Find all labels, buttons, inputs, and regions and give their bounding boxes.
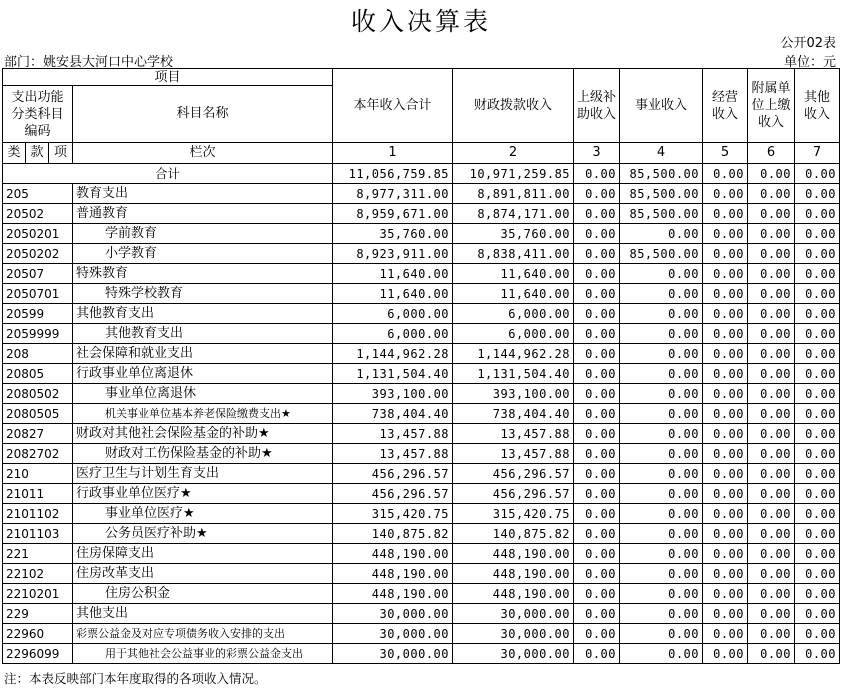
total-value: 0.00 (574, 164, 620, 184)
row-code: 2050202 (3, 244, 73, 264)
row-value: 30,000.00 (453, 624, 574, 644)
total-value: 0.00 (795, 164, 840, 184)
row-code: 208 (3, 344, 73, 364)
row-value: 0.00 (795, 584, 840, 604)
row-value: 0.00 (703, 384, 748, 404)
row-subject-name: 普通教育 (73, 204, 333, 224)
table-row (3, 464, 840, 484)
row-subject-name: 教育支出 (73, 184, 333, 204)
row-value: 0.00 (795, 564, 840, 584)
row-value: 8,923,911.00 (333, 244, 453, 264)
row-value: 0.00 (748, 244, 795, 264)
row-subject-name: 财政对工伤保险基金的补助★ (73, 444, 333, 464)
row-value: 0.00 (748, 384, 795, 404)
header-col-total: 本年收入合计 (333, 69, 453, 143)
table-row (3, 424, 840, 444)
row-code: 221 (3, 544, 73, 564)
row-code: 21011 (3, 484, 73, 504)
row-value: 0.00 (574, 204, 620, 224)
row-code: 20507 (3, 264, 73, 284)
row-value: 393,100.00 (453, 384, 574, 404)
row-value: 448,190.00 (453, 544, 574, 564)
table-row (3, 484, 840, 504)
row-value: 11,640.00 (453, 284, 574, 304)
table-row (3, 444, 840, 464)
row-value: 0.00 (620, 444, 703, 464)
row-value: 0.00 (748, 304, 795, 324)
row-value: 0.00 (574, 504, 620, 524)
row-value: 8,959,671.00 (333, 204, 453, 224)
row-value: 0.00 (574, 264, 620, 284)
row-value: 35,760.00 (333, 224, 453, 244)
row-value: 0.00 (574, 444, 620, 464)
row-value: 11,640.00 (333, 264, 453, 284)
row-value: 448,190.00 (333, 544, 453, 564)
table-row (3, 524, 840, 544)
table-row (3, 364, 840, 384)
row-subject-name: 公务员医疗补助★ (73, 524, 333, 544)
row-value: 140,875.82 (453, 524, 574, 544)
row-code: 2296099 (3, 644, 73, 664)
row-value: 0.00 (748, 544, 795, 564)
row-value: 30,000.00 (453, 644, 574, 664)
row-value: 0.00 (620, 264, 703, 284)
row-value: 6,000.00 (453, 324, 574, 344)
row-value: 738,404.40 (453, 404, 574, 424)
department-label: 部门：姚安县大河口中心学校 (4, 55, 174, 70)
row-value: 8,874,171.00 (453, 204, 574, 224)
table-row (3, 244, 840, 264)
row-value: 448,190.00 (333, 564, 453, 584)
row-value: 0.00 (620, 364, 703, 384)
row-value: 1,131,504.40 (333, 364, 453, 384)
col-num: 3 (574, 143, 620, 164)
row-value: 13,457.88 (333, 444, 453, 464)
row-value: 0.00 (574, 564, 620, 584)
header-col-affiliated: 附属单位上缴收入 (748, 69, 795, 143)
row-value: 6,000.00 (453, 304, 574, 324)
row-value: 0.00 (703, 264, 748, 284)
table-row (3, 544, 840, 564)
row-value: 6,000.00 (333, 324, 453, 344)
row-subject-name: 其他教育支出 (73, 324, 333, 344)
row-value: 448,190.00 (453, 564, 574, 584)
row-value: 0.00 (795, 524, 840, 544)
row-subject-name: 财政对其他社会保险基金的补助★ (73, 424, 333, 444)
row-code: 2050701 (3, 284, 73, 304)
row-value: 0.00 (574, 464, 620, 484)
row-value: 0.00 (620, 404, 703, 424)
row-value: 0.00 (620, 304, 703, 324)
row-value: 0.00 (795, 364, 840, 384)
total-label: 合计 (3, 164, 333, 184)
row-value: 0.00 (574, 244, 620, 264)
table-row (3, 324, 840, 344)
header-kuan: 款 (26, 143, 49, 164)
total-value: 85,500.00 (620, 164, 703, 184)
table-row (3, 604, 840, 624)
row-code: 20805 (3, 364, 73, 384)
header-func-class: 支出功能分类科目编码 (3, 86, 73, 143)
table-row (3, 284, 840, 304)
row-value: 0.00 (574, 184, 620, 204)
row-value: 0.00 (795, 624, 840, 644)
row-value: 0.00 (795, 404, 840, 424)
table-row (3, 404, 840, 424)
row-code: 22102 (3, 564, 73, 584)
row-value: 0.00 (748, 444, 795, 464)
row-value: 0.00 (574, 624, 620, 644)
table-row (3, 344, 840, 364)
row-subject-name: 社会保障和就业支出 (73, 344, 333, 364)
col-num: 4 (620, 143, 703, 164)
col-num: 7 (795, 143, 840, 164)
table-row (3, 204, 840, 224)
header-xiangmu: 项目 (3, 69, 333, 86)
row-value: 13,457.88 (333, 424, 453, 444)
total-value: 0.00 (703, 164, 748, 184)
row-value: 456,296.57 (453, 484, 574, 504)
table-row (3, 504, 840, 524)
row-subject-name: 事业单位医疗★ (73, 504, 333, 524)
row-code: 2082702 (3, 444, 73, 464)
row-value: 0.00 (748, 484, 795, 504)
row-value: 0.00 (748, 504, 795, 524)
total-value: 11,056,759.85 (333, 164, 453, 184)
row-value: 0.00 (795, 444, 840, 464)
col-num: 6 (748, 143, 795, 164)
row-value: 0.00 (620, 624, 703, 644)
row-value: 0.00 (620, 564, 703, 584)
table-row (3, 644, 840, 664)
row-value: 0.00 (703, 284, 748, 304)
row-value: 456,296.57 (453, 464, 574, 484)
row-value: 0.00 (748, 264, 795, 284)
header-col-other: 其他收入 (795, 69, 840, 143)
total-value: 0.00 (748, 164, 795, 184)
row-value: 11,640.00 (333, 284, 453, 304)
row-value: 0.00 (620, 504, 703, 524)
col-num: 5 (703, 143, 748, 164)
row-value: 0.00 (620, 324, 703, 344)
row-code: 229 (3, 604, 73, 624)
row-value: 0.00 (795, 264, 840, 284)
row-value: 0.00 (574, 344, 620, 364)
row-value: 1,131,504.40 (453, 364, 574, 384)
row-value: 0.00 (620, 284, 703, 304)
table-row (3, 384, 840, 404)
row-value: 0.00 (748, 344, 795, 364)
row-value: 0.00 (748, 364, 795, 384)
row-value: 0.00 (795, 184, 840, 204)
row-value: 0.00 (703, 564, 748, 584)
row-value: 0.00 (748, 184, 795, 204)
row-code: 20827 (3, 424, 73, 444)
row-value: 0.00 (795, 344, 840, 364)
row-value: 0.00 (795, 284, 840, 304)
row-subject-name: 特殊教育 (73, 264, 333, 284)
row-value: 0.00 (748, 644, 795, 664)
header-lei: 类 (3, 143, 26, 164)
row-code: 22960 (3, 624, 73, 644)
row-value: 0.00 (620, 544, 703, 564)
total-row (3, 164, 840, 184)
row-value: 8,838,411.00 (453, 244, 574, 264)
row-subject-name: 特殊学校教育 (73, 284, 333, 304)
row-code: 2101103 (3, 524, 73, 544)
row-value: 0.00 (795, 244, 840, 264)
row-value: 0.00 (620, 464, 703, 484)
row-code: 2050201 (3, 224, 73, 244)
row-value: 393,100.00 (333, 384, 453, 404)
row-value: 315,420.75 (333, 504, 453, 524)
row-value: 0.00 (795, 484, 840, 504)
row-subject-name: 小学教育 (73, 244, 333, 264)
row-value: 0.00 (703, 624, 748, 644)
row-value: 315,420.75 (453, 504, 574, 524)
footnote: 注：本表反映部门本年度取得的各项收入情况。 (4, 671, 267, 686)
row-value: 0.00 (795, 204, 840, 224)
row-value: 0.00 (620, 384, 703, 404)
row-value: 30,000.00 (333, 604, 453, 624)
unit-label: 单位：元 (783, 55, 836, 70)
row-value: 0.00 (703, 484, 748, 504)
row-value: 8,977,311.00 (333, 184, 453, 204)
header-col-upper: 上级补助收入 (574, 69, 620, 143)
row-value: 0.00 (574, 524, 620, 544)
row-value: 0.00 (703, 604, 748, 624)
col-num: 2 (453, 143, 574, 164)
row-value: 6,000.00 (333, 304, 453, 324)
row-subject-name: 住房保障支出 (73, 544, 333, 564)
row-value: 0.00 (795, 504, 840, 524)
row-subject-name: 住房公积金 (73, 584, 333, 604)
row-value: 0.00 (748, 204, 795, 224)
header-xiang: 项 (49, 143, 73, 164)
row-subject-name: 机关事业单位基本养老保险缴费支出★ (73, 404, 333, 424)
row-value: 0.00 (703, 464, 748, 484)
row-value: 0.00 (620, 584, 703, 604)
row-value: 0.00 (748, 524, 795, 544)
row-value: 0.00 (574, 424, 620, 444)
row-value: 0.00 (574, 604, 620, 624)
header-col-operating: 经营收入 (703, 69, 748, 143)
row-value: 0.00 (703, 364, 748, 384)
row-code: 210 (3, 464, 73, 484)
row-value: 448,190.00 (333, 584, 453, 604)
header-lanci: 栏次 (73, 143, 333, 164)
total-value: 10,971,259.85 (453, 164, 574, 184)
row-value: 0.00 (574, 324, 620, 344)
row-value: 0.00 (574, 484, 620, 504)
row-value: 0.00 (748, 604, 795, 624)
row-subject-name: 学前教育 (73, 224, 333, 244)
row-code: 20502 (3, 204, 73, 224)
table-row (3, 624, 840, 644)
row-value: 0.00 (620, 644, 703, 664)
row-subject-name: 医疗卫生与计划生育支出 (73, 464, 333, 484)
row-value: 0.00 (748, 324, 795, 344)
table-row (3, 264, 840, 284)
row-subject-name: 彩票公益金及对应专项债务收入安排的支出 (73, 624, 333, 644)
row-value: 0.00 (574, 284, 620, 304)
row-value: 0.00 (795, 544, 840, 564)
row-value: 0.00 (748, 584, 795, 604)
row-subject-name: 行政事业单位医疗★ (73, 484, 333, 504)
row-value: 85,500.00 (620, 244, 703, 264)
row-code: 2080502 (3, 384, 73, 404)
row-value: 0.00 (574, 404, 620, 424)
row-subject-name: 用于其他社会公益事业的彩票公益金支出 (73, 644, 333, 664)
row-code: 2080505 (3, 404, 73, 424)
row-value: 456,296.57 (333, 464, 453, 484)
row-value: 0.00 (574, 644, 620, 664)
row-value: 0.00 (620, 344, 703, 364)
table-row (3, 224, 840, 244)
row-value: 0.00 (795, 304, 840, 324)
row-value: 0.00 (574, 584, 620, 604)
row-code: 2210201 (3, 584, 73, 604)
row-value: 0.00 (574, 544, 620, 564)
row-code: 205 (3, 184, 73, 204)
row-value: 0.00 (703, 404, 748, 424)
row-value: 0.00 (574, 304, 620, 324)
row-value: 0.00 (620, 604, 703, 624)
row-value: 0.00 (703, 424, 748, 444)
row-value: 0.00 (703, 184, 748, 204)
row-value: 0.00 (574, 384, 620, 404)
row-value: 0.00 (795, 644, 840, 664)
row-value: 0.00 (795, 224, 840, 244)
row-value: 0.00 (748, 424, 795, 444)
row-value: 0.00 (703, 324, 748, 344)
col-num: 1 (333, 143, 453, 164)
row-value: 30,000.00 (453, 604, 574, 624)
row-value: 0.00 (703, 224, 748, 244)
row-value: 0.00 (748, 404, 795, 424)
header-col-business: 事业收入 (620, 69, 703, 143)
row-value: 0.00 (795, 424, 840, 444)
row-value: 0.00 (795, 384, 840, 404)
row-value: 0.00 (574, 224, 620, 244)
page-title: 收入决算表 (350, 7, 491, 36)
row-value: 85,500.00 (620, 204, 703, 224)
row-value: 0.00 (748, 624, 795, 644)
row-value: 13,457.88 (453, 424, 574, 444)
row-value: 456,296.57 (333, 484, 453, 504)
row-value: 1,144,962.28 (453, 344, 574, 364)
row-code: 20599 (3, 304, 73, 324)
row-value: 0.00 (703, 644, 748, 664)
row-value: 0.00 (748, 224, 795, 244)
row-subject-name: 其他支出 (73, 604, 333, 624)
row-value: 1,144,962.28 (333, 344, 453, 364)
header-col-fiscal: 财政拨款收入 (453, 69, 574, 143)
row-value: 0.00 (620, 524, 703, 544)
row-value: 0.00 (795, 464, 840, 484)
row-subject-name: 其他教育支出 (73, 304, 333, 324)
table-row (3, 564, 840, 584)
row-value: 30,000.00 (333, 644, 453, 664)
row-value: 0.00 (703, 444, 748, 464)
row-subject-name: 行政事业单位离退休 (73, 364, 333, 384)
row-value: 11,640.00 (453, 264, 574, 284)
row-value: 0.00 (703, 344, 748, 364)
row-value: 140,875.82 (333, 524, 453, 544)
row-value: 0.00 (620, 484, 703, 504)
row-code: 2059999 (3, 324, 73, 344)
table-row (3, 184, 840, 204)
row-value: 738,404.40 (333, 404, 453, 424)
row-value: 0.00 (703, 304, 748, 324)
header-subject-name: 科目名称 (73, 86, 333, 143)
table-row (3, 584, 840, 604)
row-value: 0.00 (748, 284, 795, 304)
row-value: 0.00 (703, 504, 748, 524)
row-value: 85,500.00 (620, 184, 703, 204)
row-value: 0.00 (748, 464, 795, 484)
row-code: 2101102 (3, 504, 73, 524)
table-row (3, 304, 840, 324)
row-value: 0.00 (574, 364, 620, 384)
row-value: 0.00 (703, 244, 748, 264)
row-value: 30,000.00 (333, 624, 453, 644)
row-value: 13,457.88 (453, 444, 574, 464)
row-value: 0.00 (703, 544, 748, 564)
form-code: 公开02表 (780, 36, 836, 51)
row-subject-name: 住房改革支出 (73, 564, 333, 584)
income-table (2, 68, 840, 664)
row-value: 8,891,811.00 (453, 184, 574, 204)
row-subject-name: 事业单位离退休 (73, 384, 333, 404)
row-value: 0.00 (795, 324, 840, 344)
row-value: 0.00 (620, 224, 703, 244)
row-value: 0.00 (703, 204, 748, 224)
row-value: 0.00 (748, 564, 795, 584)
row-value: 0.00 (795, 604, 840, 624)
row-value: 0.00 (620, 424, 703, 444)
row-value: 0.00 (703, 524, 748, 544)
row-value: 0.00 (703, 584, 748, 604)
row-value: 448,190.00 (453, 584, 574, 604)
row-value: 35,760.00 (453, 224, 574, 244)
